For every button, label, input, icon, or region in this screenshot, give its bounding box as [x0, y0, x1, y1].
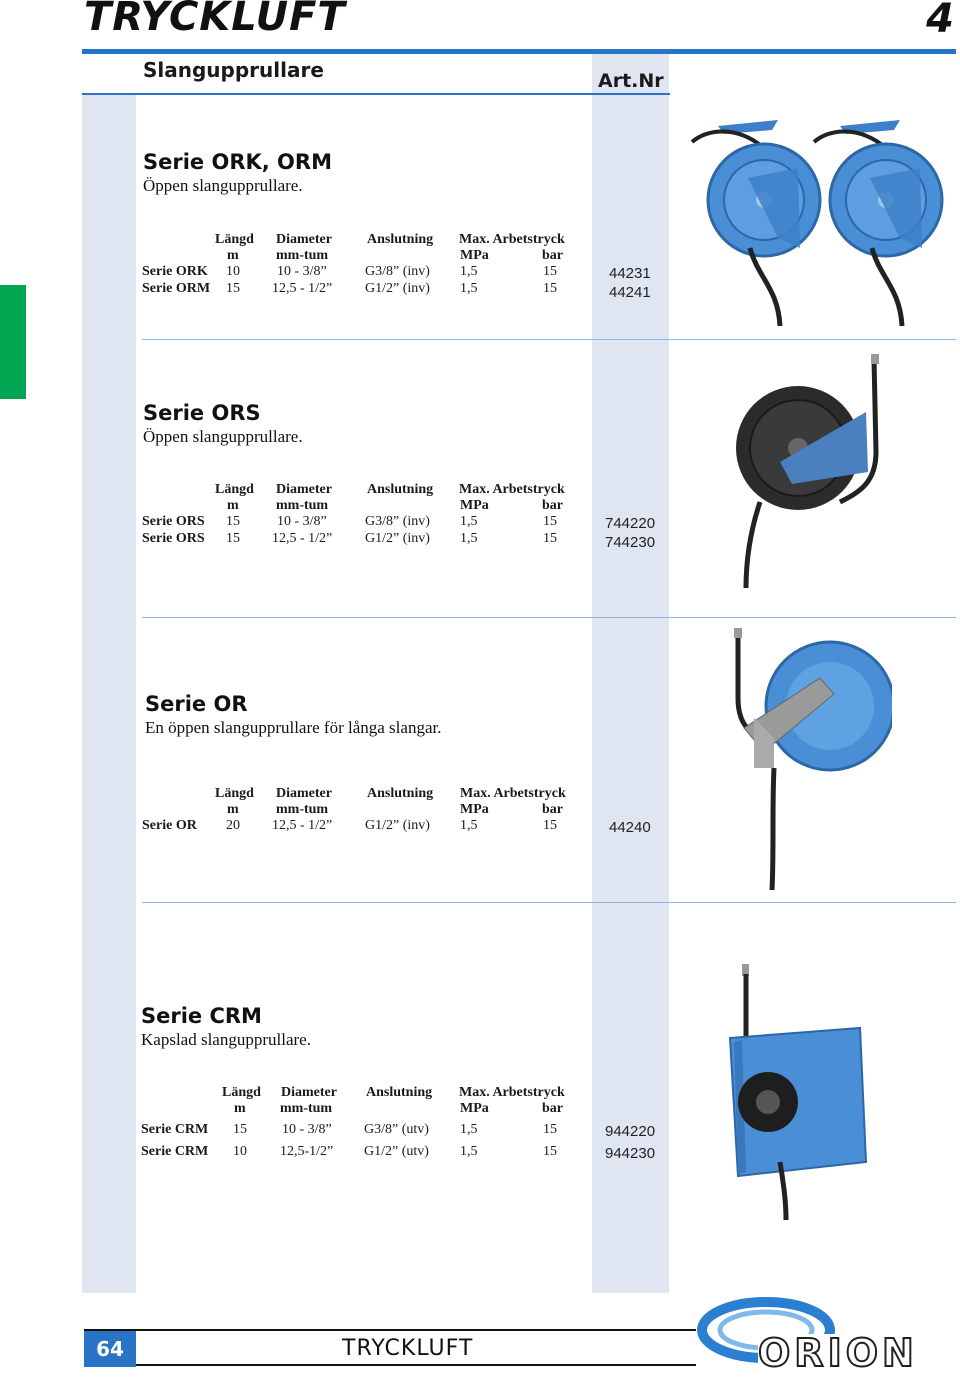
col-header-diameter: Diameter: [276, 786, 332, 801]
col-unit-length: m: [227, 498, 239, 513]
row-mpa: 1,5: [460, 1144, 478, 1159]
row-mpa: 1,5: [460, 281, 478, 296]
product-title: Serie ORK, ORM: [143, 150, 332, 174]
row-name: Serie ORK: [142, 264, 208, 279]
col-unit-mpa: MPa: [460, 498, 489, 513]
artnr-column-band: [592, 54, 669, 1293]
col-header-connection: Anslutning: [367, 786, 434, 801]
artnr-label: Art.Nr: [598, 70, 664, 92]
row-diameter: 12,5 - 1/2”: [272, 818, 333, 833]
article-number: 944220: [605, 1123, 656, 1140]
col-header-length: Längd: [215, 786, 254, 801]
col-header-connection: Anslutning: [367, 482, 434, 497]
col-header-diameter: Diameter: [281, 1085, 337, 1100]
col-unit-length: m: [227, 802, 239, 817]
left-column-band: [82, 95, 136, 1293]
header-rule: [82, 49, 956, 54]
col-unit-mpa: MPa: [460, 802, 489, 817]
article-number: 44231: [609, 265, 651, 282]
col-header-pressure: Max. Arbetstryck: [460, 786, 566, 801]
hose-reel-or-image: [724, 628, 892, 896]
product-description: Kapslad slangupprullare.: [141, 1030, 311, 1049]
col-header-pressure: Max. Arbetstryck: [459, 482, 565, 497]
hose-reel-ors-image: [730, 352, 890, 592]
col-header-diameter: Diameter: [276, 482, 332, 497]
col-header-length: Längd: [215, 482, 254, 497]
col-header-connection: Anslutning: [367, 232, 434, 247]
hose-reel-icon: [736, 354, 879, 588]
article-number: 44241: [609, 284, 651, 301]
svg-text:ORION: ORION: [758, 1331, 918, 1374]
row-mpa: 1,5: [460, 514, 478, 529]
page-number: 64: [84, 1331, 136, 1367]
row-mpa: 1,5: [460, 818, 478, 833]
article-number: 744220: [605, 515, 656, 532]
section-divider: [142, 902, 956, 903]
hose-reel-crm-image: [720, 962, 876, 1224]
col-unit-diameter: mm-tum: [276, 498, 329, 513]
product-title: Serie CRM: [141, 1004, 262, 1028]
row-bar: 15: [543, 818, 557, 833]
row-length: 15: [233, 1122, 247, 1137]
row-connection: G1/2” (utv): [364, 1144, 429, 1159]
row-connection: G1/2” (inv): [365, 281, 430, 296]
footer-top-rule: [84, 1329, 696, 1331]
row-diameter: 10 - 3/8”: [277, 264, 327, 279]
footer-title: TRYCKLUFT: [342, 1336, 474, 1361]
hose-reel-icon: [814, 120, 942, 326]
row-bar: 15: [543, 281, 557, 296]
row-bar: 15: [543, 1144, 557, 1159]
row-bar: 15: [543, 264, 557, 279]
row-connection: G3/8” (inv): [365, 514, 430, 529]
document-title: TRYCKLUFT: [84, 0, 346, 40]
row-connection: G1/2” (inv): [365, 531, 430, 546]
col-header-length: Längd: [215, 232, 254, 247]
row-connection: G3/8” (utv): [364, 1122, 429, 1137]
footer-rule: [136, 1364, 696, 1366]
row-bar: 15: [543, 514, 557, 529]
row-name: Serie OR: [142, 818, 197, 833]
orion-logo-icon: [702, 1302, 954, 1374]
col-unit-diameter: mm-tum: [276, 802, 329, 817]
hose-reel-ork-image: [688, 108, 960, 336]
row-length: 10: [226, 264, 240, 279]
col-header-length: Längd: [222, 1085, 261, 1100]
row-diameter: 10 - 3/8”: [282, 1122, 332, 1137]
row-diameter: 12,5-1/2”: [280, 1144, 334, 1159]
row-connection: G1/2” (inv): [365, 818, 430, 833]
col-unit-mpa: MPa: [460, 1101, 489, 1116]
row-connection: G3/8” (inv): [365, 264, 430, 279]
row-length: 15: [226, 514, 240, 529]
orion-logo: [696, 1294, 958, 1374]
row-mpa: 1,5: [460, 531, 478, 546]
hose-reel-icon: [734, 628, 892, 890]
article-number: 744230: [605, 534, 656, 551]
col-unit-bar: bar: [542, 498, 563, 513]
col-unit-diameter: mm-tum: [276, 248, 329, 263]
product-title: Serie OR: [145, 692, 248, 716]
col-header-pressure: Max. Arbetstryck: [459, 232, 565, 247]
col-unit-length: m: [227, 248, 239, 263]
article-number: 944230: [605, 1145, 656, 1162]
row-length: 15: [226, 531, 240, 546]
row-name: Serie CRM: [141, 1122, 209, 1137]
row-length: 15: [226, 281, 240, 296]
hose-reel-icon: [692, 120, 820, 326]
article-number: 44240: [609, 819, 651, 836]
row-name: Serie ORS: [142, 531, 205, 546]
col-header-diameter: Diameter: [276, 232, 332, 247]
col-unit-bar: bar: [542, 802, 563, 817]
row-bar: 15: [543, 1122, 557, 1137]
row-diameter: 12,5 - 1/2”: [272, 281, 333, 296]
product-title: Serie ORS: [143, 401, 261, 425]
section-title: Slangupprullare: [143, 58, 324, 82]
row-length: 10: [233, 1144, 247, 1159]
row-mpa: 1,5: [460, 264, 478, 279]
chapter-number: 4: [926, 0, 954, 42]
col-unit-mpa: MPa: [460, 248, 489, 263]
product-description: Öppen slangupprullare.: [143, 427, 303, 446]
row-length: 20: [226, 818, 240, 833]
section-divider: [142, 339, 956, 340]
col-unit-diameter: mm-tum: [280, 1101, 333, 1116]
header-thin-rule: [82, 93, 670, 95]
row-diameter: 10 - 3/8”: [277, 514, 327, 529]
col-unit-bar: bar: [542, 248, 563, 263]
col-header-pressure: Max. Arbetstryck: [459, 1085, 565, 1100]
section-divider: [142, 617, 956, 618]
col-unit-bar: bar: [542, 1101, 563, 1116]
row-name: Serie ORS: [142, 514, 205, 529]
col-unit-length: m: [234, 1101, 246, 1116]
product-description: Öppen slangupprullare.: [143, 176, 303, 195]
row-mpa: 1,5: [460, 1122, 478, 1137]
chapter-tab: [0, 285, 26, 399]
product-description: En öppen slangupprullare för långa slangar.: [145, 718, 442, 737]
row-diameter: 12,5 - 1/2”: [272, 531, 333, 546]
row-name: Serie CRM: [141, 1144, 209, 1159]
row-name: Serie ORM: [142, 281, 211, 296]
row-bar: 15: [543, 531, 557, 546]
hose-reel-icon: [730, 964, 866, 1220]
col-header-connection: Anslutning: [366, 1085, 433, 1100]
